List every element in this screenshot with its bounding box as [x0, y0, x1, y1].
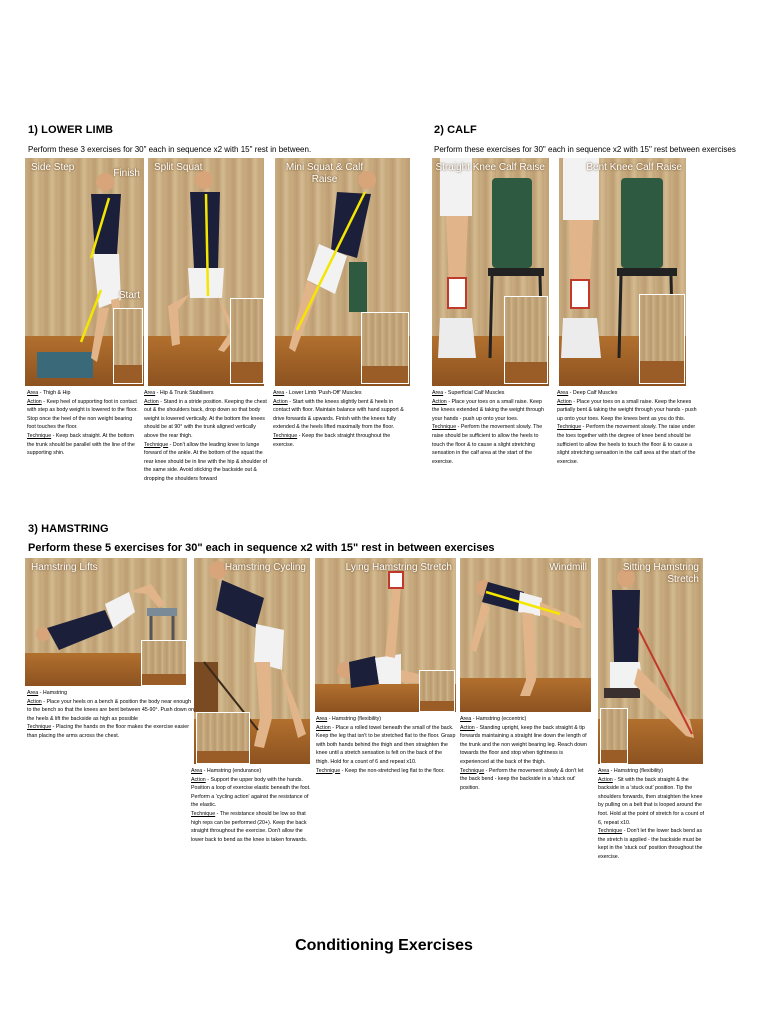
windmill-action: Standing upright, keep the back straight & tip forwards maintaining a straight line down the length of the trunk and the non weight bearing leg. Reach down towards the floor and stop when tightness is experienced at the back of the thigh. [460, 724, 587, 765]
split-squat-action: Stand in a stride position. Keeping the chest out & the shoulders back, drop down so that body weight is lowered vertically. At the bottom the knees should be at 90° with the trunk aligned vertically above the rear thigh. [144, 398, 267, 439]
action-label: Action [557, 398, 572, 405]
hamstring-lifts-area: Hamstring [42, 690, 68, 696]
technique-label: Technique [273, 432, 298, 439]
hamstring-cycling-label: Hamstring Cycling [224, 562, 306, 573]
side-step-inset [113, 308, 143, 384]
mini-squat-photo [275, 158, 410, 386]
area-label: Area [316, 716, 328, 722]
hamstring-cycling-photo [194, 558, 310, 764]
side-step-technique: Keep back straight. At the bottom the trunk should be parallel with the line of the supporting shin. [27, 432, 135, 457]
action-label: Action [144, 398, 159, 405]
straight-knee-label: Straight Knee Calf Raise [435, 162, 545, 173]
straight-knee-technique: Perform the movement slowly. The raise should be sufficient to allow the heels to touch the floor & to cause a slight stretching sensation in the calf area at the start of the exercise. [432, 424, 543, 465]
hamstring-lifts-inset [141, 640, 187, 686]
technique-label: Technique [191, 810, 216, 817]
straight-knee-inset [504, 296, 548, 384]
sitting-hamstring-label: Sitting Hamstring Stretch [622, 562, 699, 585]
sitting-hamstring-inset [600, 708, 628, 764]
area-label: Area [432, 390, 444, 396]
bent-knee-technique: Perform the movement slowly. The raise under the toes together with the degree of knee bend should be sufficient to allow the heels to touch the floor & to cause a slight stretching sensation in the calf area at the start of the exercise. [557, 424, 696, 465]
bent-knee-inset [639, 294, 685, 384]
bent-knee-description: Area - Deep Calf Muscles Action - Place your toes on a small raise. Keep the knees partially bent & taking the weight through your hands - push up onto your toes. Keep the knees bent as you do this. Technique - Perform the movement slowly. The raise under the toes together with the degree of knee bend should be sufficient to allow the heels to touch the floor & to cause a slight stretching sensation in the calf area at the start of the exercise. [557, 390, 697, 465]
area-label: Area [27, 390, 39, 396]
mini-squat-label: Mini Squat & Calf Raise [285, 162, 364, 185]
hamstring-heading: 3) HAMSTRING [28, 523, 109, 535]
hamstring-lifts-technique: Placing the hands on the floor makes the exercise easier than placing the arms across the chest. [27, 724, 189, 739]
hamstring-lifts-photo [25, 558, 187, 686]
lying-hamstring-description: Area - Hamstring (flexibility) Action - Place a rolled towel beneath the small of the back. Keep the leg that isn't to be stretched flat to the floor. Grasp with both hands behind the thigh and then straighten the knee until a stretch sensation is felt on the back of the thigh. Hold for a count of 6 and repeat x10. Technique - Keep the non-stretched leg flat to the floor. [316, 716, 456, 774]
mini-squat-area: Lower Limb 'Push-Off' Muscles [288, 390, 362, 396]
action-label: Action [598, 776, 613, 783]
technique-label: Technique [316, 767, 341, 774]
action-label: Action [191, 776, 206, 783]
hamstring-cycling-action: Support the upper body with the hands. Position a loop of exercise elastic beneath the foot. Perform a 'cycling action' against the resistance of the elastic. [191, 776, 311, 809]
area-label: Area [598, 768, 610, 774]
hamstring-cycling-area: Hamstring (endurance) [206, 768, 262, 774]
technique-label: Technique [460, 767, 485, 774]
split-squat-area: Hip & Trunk Stabilisers [159, 390, 214, 396]
lying-hamstring-stretch-photo [315, 558, 456, 712]
page-title: Conditioning Exercises [295, 937, 473, 954]
straight-knee-description: Area - Superficial Calf Muscles Action - Place your toes on a small raise. Keep the knees extended & taking the weight through your hands - push up onto your toes. Technique - Perform the movement slowly. The raise should be sufficient to allow the heels to touch the floor & to cause a slight stretching sensation in the calf area at the start of the exercise. [432, 390, 544, 465]
hamstring-cycling-technique: The resistance should be low so that high reps can be performed (20+). Keep the back straight throughout the exercise. Don't allow the lower back to bend as the knee is taken forwards. [191, 810, 308, 843]
windmill-area: Hamstring (eccentric) [475, 716, 527, 722]
action-label: Action [316, 724, 331, 731]
technique-label: Technique [432, 424, 457, 431]
windmill-photo [460, 558, 591, 712]
windmill-label: Windmill [549, 562, 587, 573]
lying-hamstring-area: Hamstring (flexibility) [331, 716, 382, 722]
split-squat-inset [230, 298, 264, 384]
sitting-hamstring-technique: Don't let the lower back bend as the stretch is applied - the backside must be kept in the 'stuck out' position throughout the exercise. [598, 828, 703, 860]
technique-label: Technique [27, 432, 52, 439]
side-step-label: Side Step [31, 162, 75, 173]
hamstring-lifts-description: Area - Hamstring Action - Place your heels on a bench & position the body near enough to the bench so that the knees are bent between 45-90°. Push down on the heels & lift the backside as high as possible Technique - Placing the hands on the floor makes the exercise easier than placing the arms across the chest. [27, 690, 195, 739]
side-step-action: Keep heel of supporting foot in contact with step as body weight is lowered to the floor. Stop once the heel of the non weight bearing foot touches the floor. [27, 398, 138, 431]
lying-hamstring-inset [419, 670, 455, 712]
lower-limb-instructions: Perform these 3 exercises for 30" each in sequence x2 with 15" rest in between. [28, 145, 312, 154]
lying-hamstring-action: Place a rolled towel beneath the small of the back. Keep the leg that isn't to be stretched flat to the floor. Grasp with both hands behind the thigh and then straighten the knee until a stretch sensation is felt on the back of the thigh. Hold for a count of 6 and repeat x10. [316, 724, 456, 765]
sitting-hamstring-description: Area - Hamstring (flexibility) Action - Sit with the back straight & the backside in a 'stuck out' position. Tip the shoulders forwards, then straighten the knee by pulling on a belt that is looped around the foot. Hold at the point of stretch for a count of 6, repeat x10. Technique - Don't let the lower back bend as the stretch is applied - the backside must be kept in the 'stuck out' position throughout the exercise. [598, 768, 704, 860]
area-label: Area [144, 390, 156, 396]
mini-squat-inset [361, 312, 409, 384]
area-label: Area [27, 690, 39, 696]
area-label: Area [557, 390, 569, 396]
sitting-hamstring-action: Sit with the back straight & the backside in a 'stuck out' position. Tip the shoulders forwards, then straighten the knee by pulling on a belt that is looped around the foot. Hold at the point of stretch for a count of 6, repeat x10. [598, 776, 704, 826]
windmill-description: Area - Hamstring (eccentric) Action - Standing upright, keep the back straight & tip forwards maintaining a straight line down the length of the trunk and the non weight bearing leg. Reach down towards the floor and stop when tightness is experienced at the back of the thigh. Technique - Perform the movement slowly & don't let the back bend - keep the backside in a 'stuck out' position. [460, 716, 587, 791]
action-label: Action [432, 398, 447, 405]
action-label: Action [27, 398, 42, 405]
straight-knee-area: Superficial Calf Muscles [447, 390, 505, 396]
technique-label: Technique [598, 828, 623, 835]
split-squat-photo [148, 158, 264, 386]
hamstring-cycling-inset [196, 712, 250, 764]
straight-knee-action: Place your toes on a small raise. Keep the knees extended & taking the weight through your hands - push up onto your toes. [432, 398, 544, 422]
bent-knee-calf-raise-photo [559, 158, 686, 386]
mini-squat-technique: Keep the back straight throughout the exercise. [273, 432, 391, 448]
side-step-description: Area - Thigh & Hip Action - Keep heel of supporting foot in contact with step as body weight is lowered to the floor. Stop once the heel of the non weight bearing foot touches the floor. Technique - Keep back straight. At the bottom the trunk should be parallel with the line of the supporting shin. [27, 390, 138, 457]
side-step-area: Thigh & Hip [42, 390, 71, 396]
bent-knee-label: Bent Knee Calf Raise [586, 162, 682, 173]
technique-label: Technique [144, 441, 169, 448]
mini-squat-description: Area - Lower Limb 'Push-Off' Muscles Action - Start with the knees slightly bent & heels in contact with floor. Maintain balance with hand support & drive forwards & upwards. Finish with the knees fully extended & the heels lifted maximally from the floor. Technique - Keep the back straight throughout the exercise. [273, 390, 404, 448]
windmill-figure [460, 558, 591, 712]
calf-instructions: Perform these exercises for 30" each in sequence x2 with 15" rest between exercises [434, 145, 736, 154]
bent-knee-area: Deep Calf Muscles [572, 390, 618, 396]
technique-label: Technique [557, 424, 582, 431]
action-label: Action [460, 724, 475, 731]
split-squat-label: Split Squat [154, 162, 203, 173]
area-label: Area [460, 716, 472, 722]
hamstring-cycling-description: Area - Hamstring (endurance) Action - Support the upper body with the hands. Position a loop of exercise elastic beneath the foot. Perform a 'cycling action' against the resistance of the elastic. Technique - The resistance should be low so that high reps can be performed (20+). Keep the back straight throughout the exercise. Don't allow the lower back to bend as the knee is taken forwards. [191, 768, 311, 843]
sitting-hamstring-area: Hamstring (flexibility) [613, 768, 664, 774]
hamstring-instructions: Perform these 5 exercises for 30" each in sequence x2 with 15" rest in between exercises [28, 542, 495, 554]
area-label: Area [191, 768, 203, 774]
hamstring-lifts-label: Hamstring Lifts [31, 562, 98, 573]
area-label: Area [273, 390, 285, 396]
calf-heading: 2) CALF [434, 124, 477, 136]
bent-knee-action: Place your toes on a small raise. Keep the knees partially bent & taking the weight through your hands - push up onto your toes. Keep the knees bent as you do this. [557, 398, 697, 422]
side-step-start-label: Start [118, 290, 140, 301]
action-label: Action [27, 698, 42, 705]
hamstring-lifts-action: Place your heels on a bench & position the body near enough to the bench so that the knees are bent between 45-90°. Push down on the heels & lift the backside as high as possible [27, 698, 195, 722]
windmill-technique: Perform the movement slowly & don't let the back bend - keep the backside in a 'stuck out' position. [460, 767, 584, 791]
straight-knee-calf-raise-photo [432, 158, 549, 386]
side-step-photo [25, 158, 144, 386]
split-squat-technique: Don't allow the leading knee to lunge forward of the ankle. At the bottom of the squat the rear knee should be in line with the hip & shoulder of the same side. Avoid sticking the backside out & dropping the shoulders forward [144, 441, 268, 482]
technique-label: Technique [27, 724, 52, 731]
mini-squat-action: Start with the knees slightly bent & heels in contact with floor. Maintain balance with hand support & drive forwards & upwards. Finish with the knees fully extended & the heels lifted maximally from the floor. [273, 398, 404, 431]
lying-hamstring-technique: Keep the non-stretched leg flat to the floor. [344, 767, 445, 774]
sitting-hamstring-stretch-photo [598, 558, 703, 764]
split-squat-description: Area - Hip & Trunk Stabilisers Action - Stand in a stride position. Keeping the chest out & the shoulders back, drop down so that body weight is lowered vertically. At the bottom the knees should be at 90° with the trunk aligned vertically above the rear thigh. Technique - Don't allow the leading knee to lunge forward of the ankle. At the bottom of the squat the rear knee should be in line with the hip & shoulder of the same side. Avoid sticking the backside out & dropping the shoulders forward [144, 390, 268, 482]
lying-hamstring-label: Lying Hamstring Stretch [345, 562, 452, 573]
lower-limb-heading: 1) LOWER LIMB [28, 124, 114, 136]
side-step-finish-label: Finish [113, 168, 140, 179]
action-label: Action [273, 398, 288, 405]
